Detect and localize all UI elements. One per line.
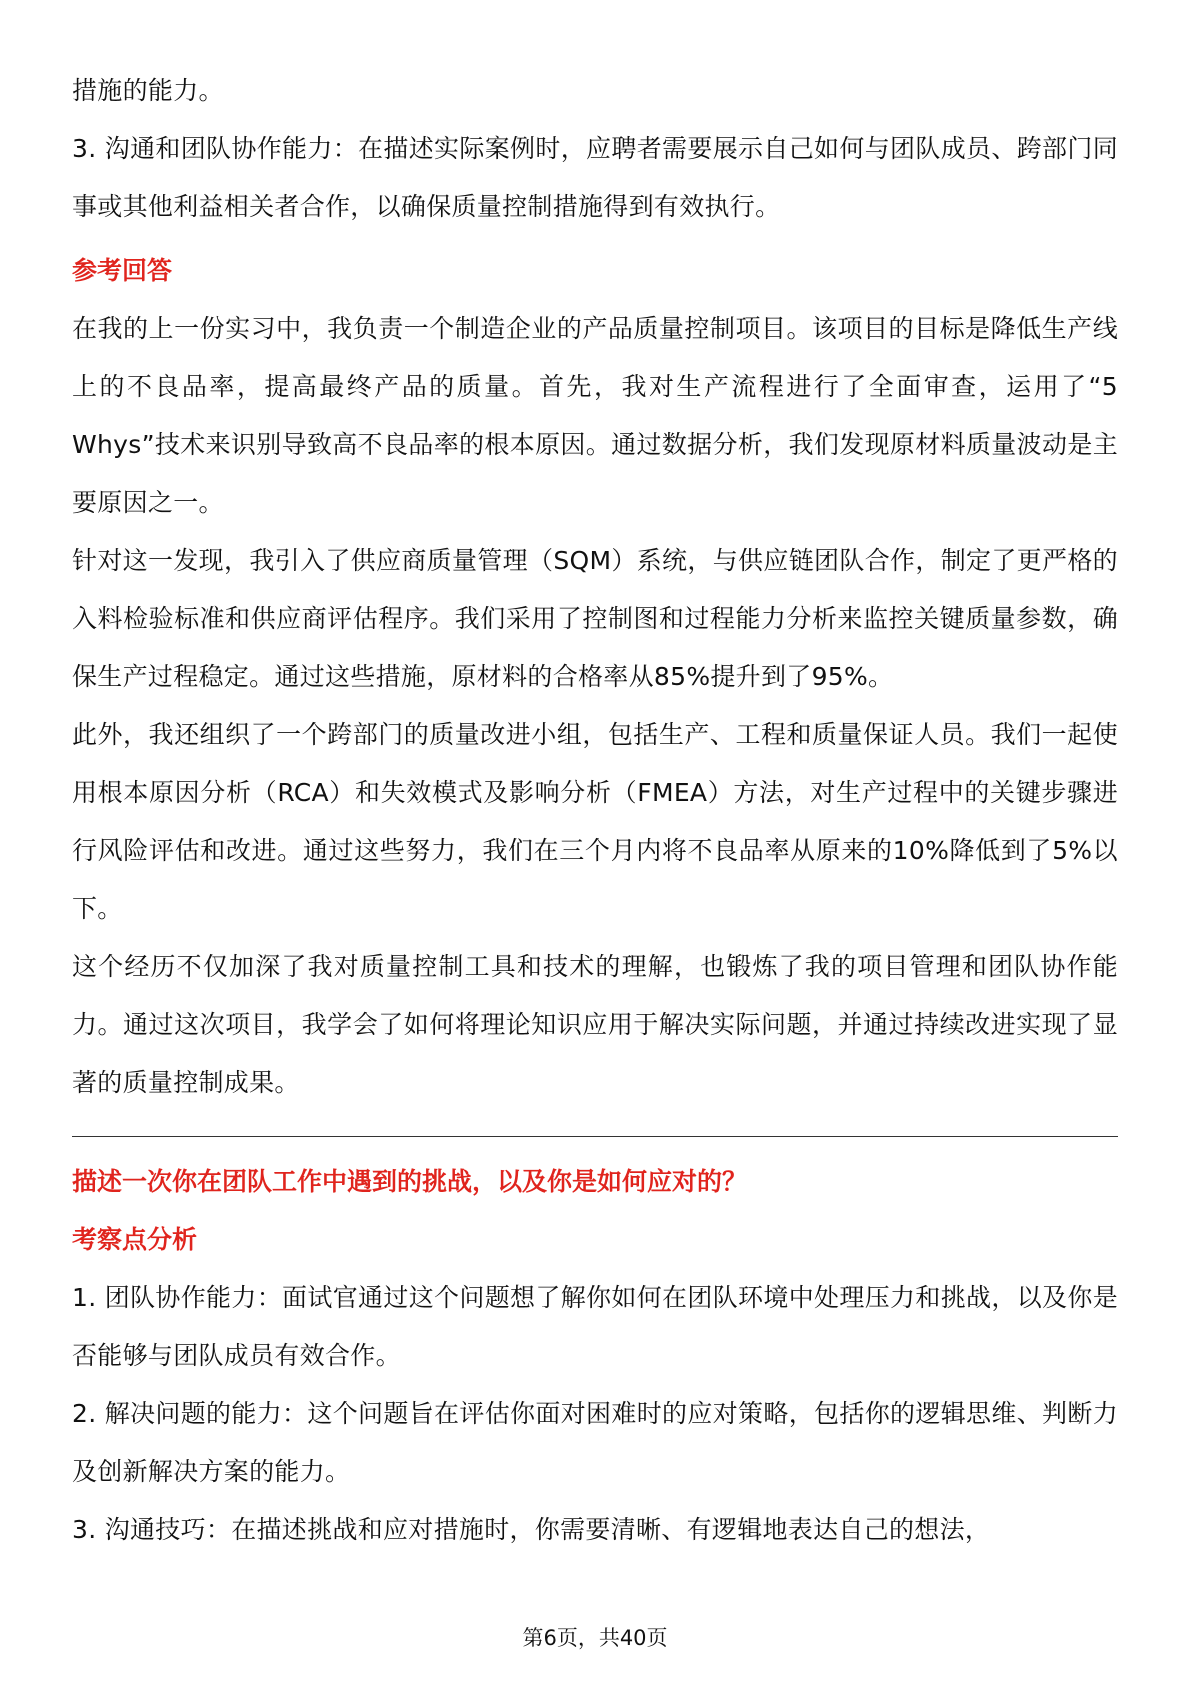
document-page — [72, 62, 1118, 1559]
answer-paragraph-3: 此外，我还组织了一个跨部门的质量改进小组，包括生产、工程和质量保证人员。我们一起使用根本原因分析（RCA）和失效模式及影响分析（FMEA）方法，对生产过程中的关键步骤进行风险评估和改进。通过这些努力，我们在三个月内将不良品率从原来的10%降低到了5%以下。 — [72, 720, 1118, 923]
question-point-1: 1. 团队协作能力：面试官通过这个问题想了解你如何在团队环境中处理压力和挑战，以及你是否能够与团队成员有效合作。 — [72, 1283, 1118, 1370]
section-divider — [72, 1136, 1118, 1137]
answer-paragraph-4: 这个经历不仅加深了我对质量控制工具和技术的理解，也锻炼了我的项目管理和团队协作能力。通过这次项目，我学会了如何将理论知识应用于解决实际问题，并通过持续改进实现了显著的质量控制成果。 — [72, 952, 1118, 1097]
reference-answer-heading: 参考回答 — [72, 256, 173, 285]
analysis-heading: 考察点分析 — [72, 1225, 198, 1254]
page-number: 第6页，共40页 — [522, 1626, 668, 1650]
analysis-point-3: 3. 沟通和团队协作能力：在描述实际案例时，应聘者需要展示自己如何与团队成员、跨部门同事或其他利益相关者合作，以确保质量控制措施得到有效执行。 — [72, 134, 1118, 221]
continued-text: 措施的能力。 — [72, 76, 224, 105]
answer-paragraph-1: 在我的上一份实习中，我负责一个制造企业的产品质量控制项目。该项目的目标是降低生产线上的不良品率，提高最终产品的质量。首先，我对生产流程进行了全面审查，运用了“5 Whys”技术来识别导致高不良品率的根本原因。通过数据分析，我们发现原材料质量波动是主要原因之一。 — [72, 314, 1118, 517]
question-point-2: 2. 解决问题的能力：这个问题旨在评估你面对困难时的应对策略，包括你的逻辑思维、判断力及创新解决方案的能力。 — [72, 1399, 1118, 1486]
question-point-3: 3. 沟通技巧：在描述挑战和应对措施时，你需要清晰、有逻辑地表达自己的想法， — [72, 1515, 991, 1544]
answer-paragraph-2: 针对这一发现，我引入了供应商质量管理（SQM）系统，与供应链团队合作，制定了更严格的入料检验标准和供应商评估程序。我们采用了控制图和过程能力分析来监控关键质量参数，确保生产过程稳定。通过这些措施，原材料的合格率从85%提升到了95%。 — [72, 546, 1118, 691]
question-title: 描述一次你在团队工作中遇到的挑战，以及你是如何应对的？ — [72, 1167, 748, 1196]
